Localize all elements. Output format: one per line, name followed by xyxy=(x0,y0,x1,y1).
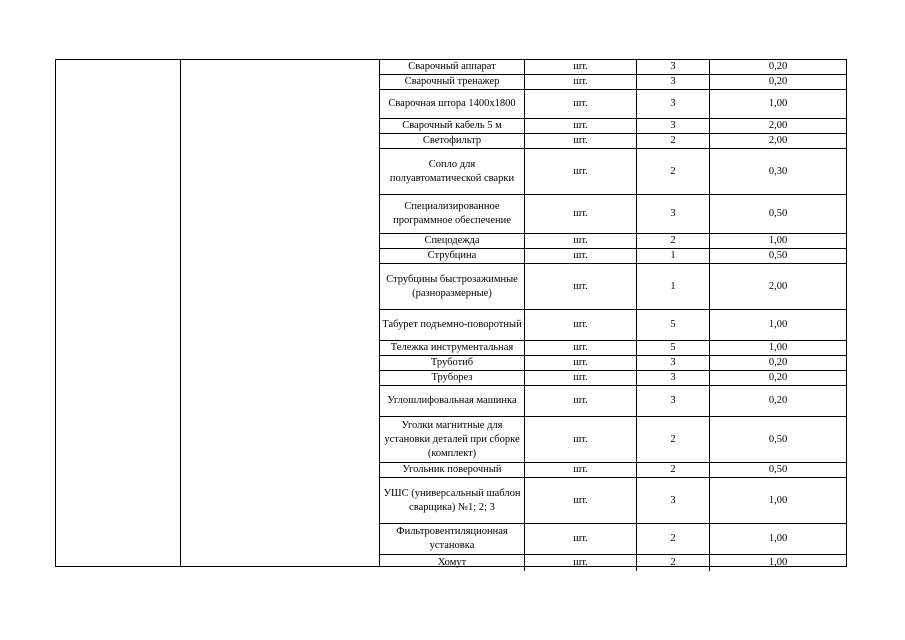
table-row xyxy=(380,356,846,371)
item-name-cell: Табурет подъемно-поворотный xyxy=(380,310,525,340)
item-name-cell: Струбцина xyxy=(380,249,525,263)
quantity-cell: 3 xyxy=(637,195,710,233)
table-row xyxy=(380,463,846,478)
table-row xyxy=(380,478,846,524)
item-name-cell: Сварочный тренажер xyxy=(380,75,525,89)
item-name-cell: Специализированное программное обеспечение xyxy=(380,195,525,233)
value-cell: 2,00 xyxy=(768,120,788,131)
item-name-cell: Спецодежда xyxy=(380,234,525,248)
quantity-cell: 3 xyxy=(637,60,710,74)
value-cell: 0,20 xyxy=(768,395,788,406)
unit-cell: шт. xyxy=(525,60,637,74)
unit-cell: шт. xyxy=(525,234,637,248)
quantity-cell: 3 xyxy=(637,119,710,133)
unit-cell: шт. xyxy=(525,417,637,462)
quantity-cell: 2 xyxy=(637,524,710,554)
quantity-cell: 5 xyxy=(637,341,710,355)
item-name-cell: Струбцины быстрозажимные (разноразмерные) xyxy=(380,264,525,309)
unit-cell: шт. xyxy=(525,555,637,571)
quantity-cell: 2 xyxy=(637,555,710,571)
item-name-cell: Труботиб xyxy=(380,356,525,370)
item-name-cell: УШС (универсальный шаблон сварщика) №1; 2; 3 xyxy=(380,478,525,523)
value-cell: 0,20 xyxy=(768,76,788,87)
table-row xyxy=(380,119,846,134)
value-cell: 1,00 xyxy=(768,494,788,506)
value-cell: 2,00 xyxy=(768,135,788,146)
table-row xyxy=(380,249,846,264)
value-cell: 0,20 xyxy=(768,372,788,383)
value-cell: 0,30 xyxy=(768,165,788,177)
value-cell: 0,20 xyxy=(768,61,788,72)
item-name-cell: Хомут xyxy=(380,555,525,571)
table-row xyxy=(380,134,846,149)
quantity-cell: 2 xyxy=(637,134,710,148)
item-name-cell: Труборез xyxy=(380,371,525,385)
item-name-cell: Сварочная штора 1400х1800 xyxy=(380,90,525,118)
table-row xyxy=(380,341,846,356)
table-row xyxy=(380,234,846,249)
unit-cell: шт. xyxy=(525,341,637,355)
table-row xyxy=(380,417,846,463)
unit-cell: шт. xyxy=(525,386,637,416)
item-name-cell: Уголки магнитные для установки деталей при сборке (комплект) xyxy=(380,417,525,462)
value-cell: 1,00 xyxy=(768,533,788,544)
table-row xyxy=(380,75,846,90)
table-row xyxy=(380,149,846,195)
unit-cell: шт. xyxy=(525,371,637,385)
value-cell: 1,00 xyxy=(768,557,788,568)
unit-cell: шт. xyxy=(525,356,637,370)
item-name-cell: Светофильтр xyxy=(380,134,525,148)
quantity-cell: 3 xyxy=(637,386,710,416)
table-column-empty-middle xyxy=(181,60,380,566)
quantity-cell: 2 xyxy=(637,149,710,194)
unit-cell: шт. xyxy=(525,463,637,477)
table-row xyxy=(380,555,846,571)
value-cell: 1,00 xyxy=(768,342,788,353)
quantity-cell: 3 xyxy=(637,356,710,370)
quantity-cell: 3 xyxy=(637,75,710,89)
item-name-cell: Тележка инструментальная xyxy=(380,341,525,355)
quantity-cell: 3 xyxy=(637,371,710,385)
quantity-cell: 3 xyxy=(637,478,710,523)
item-name-cell: Угольник поверочный xyxy=(380,463,525,477)
value-cell: 1,00 xyxy=(768,235,788,246)
table-row xyxy=(380,371,846,386)
table-row xyxy=(380,264,846,310)
value-cell: 1,00 xyxy=(768,319,788,330)
item-name-cell: Углошлифовальная машинка xyxy=(380,386,525,416)
value-cell: 0,50 xyxy=(768,464,788,475)
quantity-cell: 1 xyxy=(637,249,710,263)
unit-cell: шт. xyxy=(525,195,637,233)
unit-cell: шт. xyxy=(525,249,637,263)
unit-cell: шт. xyxy=(525,149,637,194)
value-cell: 2,00 xyxy=(768,280,788,292)
quantity-cell: 5 xyxy=(637,310,710,340)
table-row xyxy=(380,90,846,119)
quantity-cell: 2 xyxy=(637,463,710,477)
unit-cell: шт. xyxy=(525,524,637,554)
quantity-cell: 2 xyxy=(637,234,710,248)
table-row xyxy=(380,524,846,555)
table-rows xyxy=(380,60,846,571)
item-name-cell: Сварочный кабель 5 м xyxy=(380,119,525,133)
item-name-cell: Фильтровентиляционная установка xyxy=(380,524,525,554)
item-name-cell: Сопло для полуавтоматической сварки xyxy=(380,149,525,194)
table-column-empty-left xyxy=(56,60,181,566)
value-cell: 1,00 xyxy=(768,98,788,109)
table-row xyxy=(380,310,846,341)
table-row xyxy=(380,195,846,234)
equipment-table xyxy=(55,59,847,567)
quantity-cell: 1 xyxy=(637,264,710,309)
quantity-cell: 3 xyxy=(637,90,710,118)
unit-cell: шт. xyxy=(525,134,637,148)
unit-cell: шт. xyxy=(525,90,637,118)
item-name-cell: Сварочный аппарат xyxy=(380,60,525,74)
value-cell: 0,50 xyxy=(768,433,788,445)
table-row xyxy=(380,60,846,75)
value-cell: 0,50 xyxy=(768,208,788,219)
unit-cell: шт. xyxy=(525,75,637,89)
value-cell: 0,20 xyxy=(768,357,788,368)
value-cell: 0,50 xyxy=(768,250,788,261)
unit-cell: шт. xyxy=(525,264,637,309)
table-row xyxy=(380,386,846,417)
quantity-cell: 2 xyxy=(637,417,710,462)
unit-cell: шт. xyxy=(525,119,637,133)
unit-cell: шт. xyxy=(525,478,637,523)
unit-cell: шт. xyxy=(525,310,637,340)
